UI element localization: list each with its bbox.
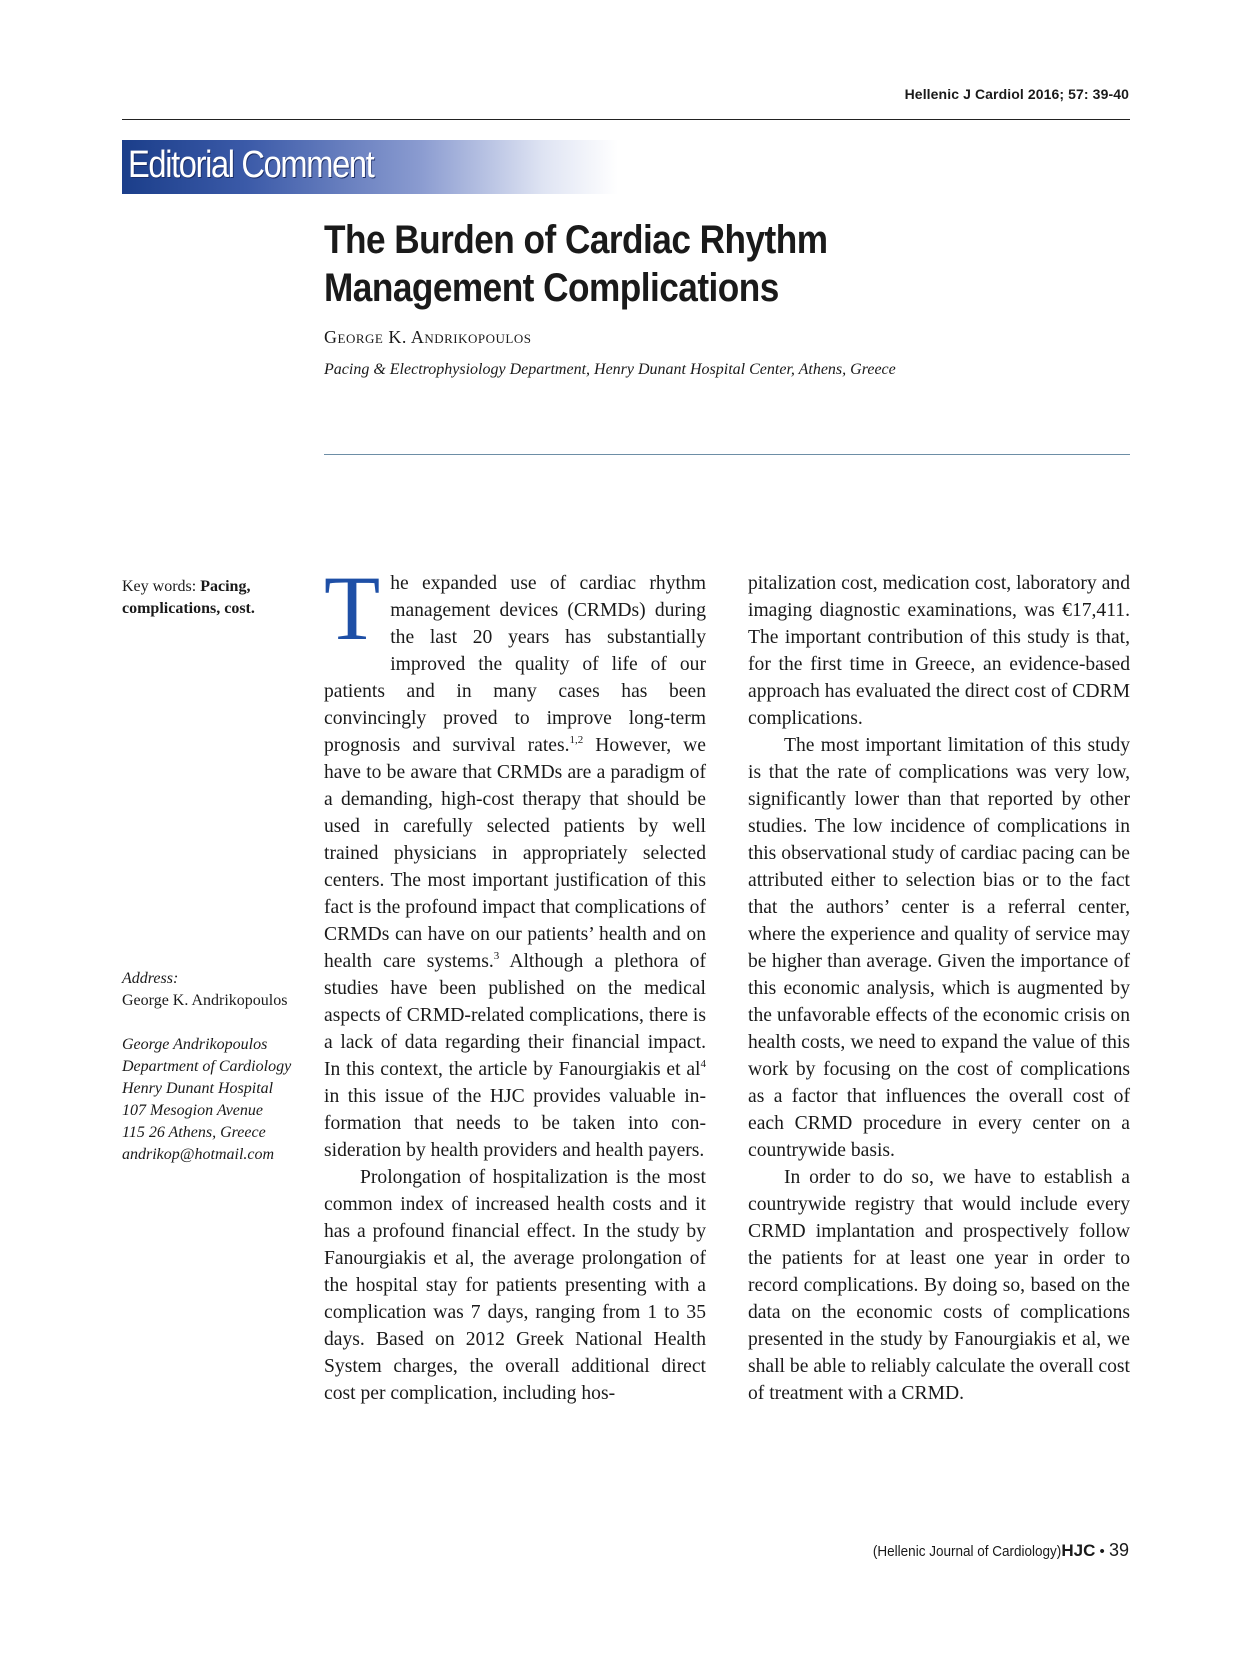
address-line: 107 Mesogion Avenue <box>122 1102 264 1119</box>
address-email: andrikop@hotmail.com <box>122 1146 275 1163</box>
citation-ref: 1,2 <box>569 734 584 746</box>
keywords-label: Key words: <box>122 578 201 595</box>
title-divider <box>324 454 1130 455</box>
body-column-left <box>324 557 706 1407</box>
author-affiliation: Pacing & Electrophysiology Department, Henry Dunant Hospital Center, Athens, Greece <box>324 361 896 378</box>
address-label: Address: <box>122 970 179 987</box>
body-column-right <box>748 570 1130 1407</box>
footer-bullet: • <box>1095 1543 1109 1560</box>
section-label: Editorial Comment <box>128 144 374 186</box>
drop-cap: T <box>324 557 381 659</box>
article-title: The Burden of Cardiac Rhythm Management Complications <box>324 218 828 310</box>
address-name: George K. Andrikopoulos <box>122 992 288 1009</box>
paragraph-3: The most important limitation of this study is that the rate of complications was very low, significantly lower than that reported by other studies. The low incidence of complications in this observational study of cardiac pacing can be attributed either to selection bias or to the fact that the authors’ center is a referral center, where the experience and quality of service may be higher than average. Given the importance of this economic analysis, which is augmented by the unfavorable effects of the economic crisis on health costs, we need to expand the value of this work by focusing on the cost of complications as a factor that influences the overall cost of each CRMD procedure in every center on a countrywide basis. <box>748 735 1130 1161</box>
journal-citation: Hellenic J Cardiol 2016; 57: 39-40 <box>904 86 1129 102</box>
footer-journal-name: (Hellenic Journal of Cardiology) <box>873 1543 1062 1560</box>
keywords-block <box>122 576 282 620</box>
address-line: 115 26 Athens, Greece <box>122 1124 266 1141</box>
keywords-list: Pacing, complications, cost. <box>122 578 255 617</box>
citation-ref: 4 <box>700 1058 706 1070</box>
paragraph-1-text-b: However, we have to be aware that CRMDs are a paradigm of a demanding, high-cost therapy that should be used in carefully selected patients by well trained physicians in appropriately selected centers. The most important justification of this fact is the profound impact that complications of CRMDs can have on our patients’ health and on health care systems. <box>324 735 706 972</box>
paragraph-1-text-c: Although a plethora of studies have been published on the medical aspects of CRMD-related complications, there is a lack of data regarding their financial impact. In this context, the article by Fanourgiakis et al <box>324 951 706 1080</box>
section-banner <box>122 140 618 194</box>
article-author: George K. Andrikopoulos <box>324 327 532 347</box>
address-line: George Andrikopoulos <box>122 1036 268 1053</box>
paragraph-1-text-d: in this issue of the HJC provides valuable information that needs to be taken into consideration by health providers and health payers. <box>324 1086 706 1161</box>
address-line: Henry Dunant Hospital <box>122 1080 274 1097</box>
address-line: Department of Cardiology <box>122 1058 292 1075</box>
address-block <box>122 968 297 1166</box>
page-number: 39 <box>1108 1540 1129 1560</box>
paragraph-4: In order to do so, we have to establish a countrywide registry that would include every CRMD implantation and prospectively follow the patients for at least one year in order to record complications. By doing so, based on the data on the economic costs of complications presented in the study by Fanourgiakis et al, we shall be able to reliably calculate the overall cost of treatment with a CRMD. <box>748 1167 1130 1404</box>
paragraph-1 <box>324 557 706 1164</box>
footer-journal-abbr: HJC <box>1061 1541 1096 1560</box>
page-footer <box>852 1540 1129 1561</box>
header-divider <box>122 119 1130 120</box>
paragraph-2-continued-text: pitalization cost, medication cost, laboratory and imaging diagnostic examinations, was €17,411. The important contribution of this study is that, for the first time in Greece, an evidence-based approach has evaluated the direct cost of CDRM complications. <box>748 573 1130 729</box>
paragraph-2-continued <box>748 570 1130 732</box>
citation-ref: 3 <box>493 950 500 962</box>
paragraph-1-text-a: he expanded use of cardiac rhythm management devices (CRMDs) during the last 20 years has substantially improved the quality of life of our patients and in many cases has been convincingly proved to improve long-term prognosis and survival rates. <box>324 573 706 756</box>
paragraph-2: Prolongation of hospitalization is the most common index of increased health costs and it has a profound financial effect. In the study by Fanourgiakis et al, the average prolongation of the hospital stay for patients presenting with a complication was 7 days, ranging from 1 to 35 days. Based on 2012 Greek National Health System charges, the overall additional direct cost per complication, including hos- <box>324 1167 706 1404</box>
